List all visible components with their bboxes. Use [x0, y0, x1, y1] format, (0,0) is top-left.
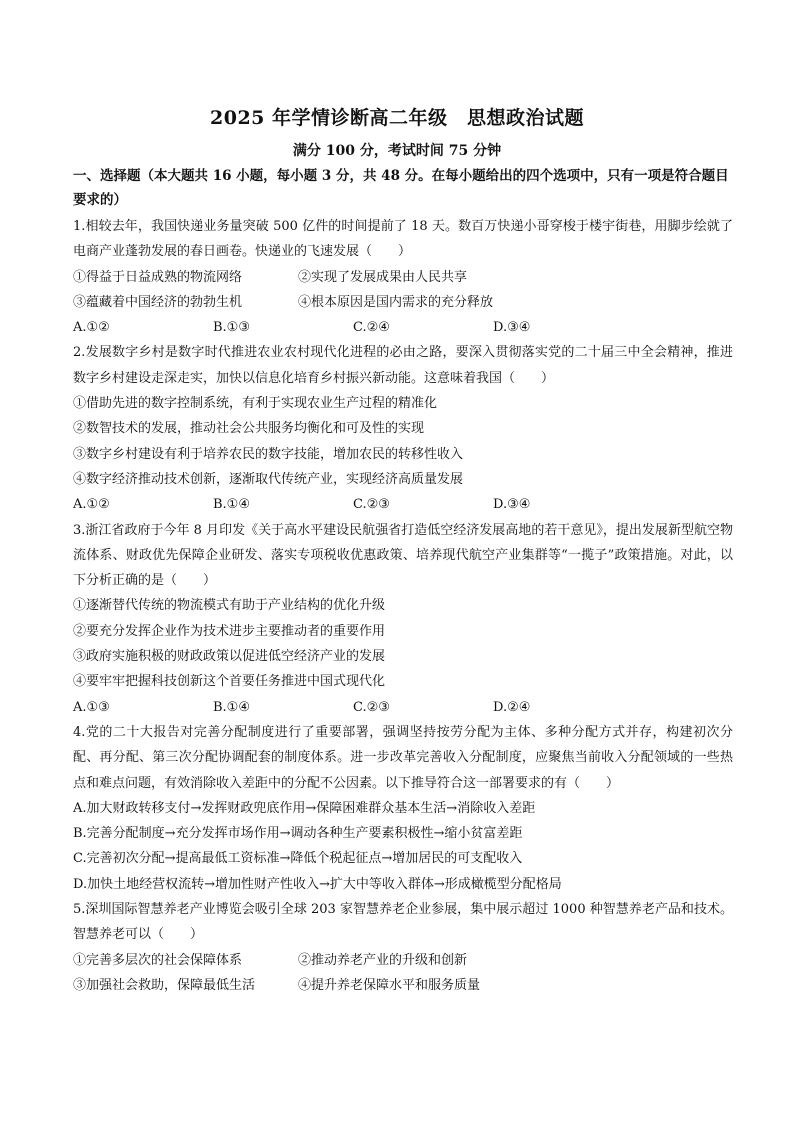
exam-info: 满分 100 分，考试时间 75 分钟 — [292, 143, 502, 159]
question-stem: 5.深圳国际智慧养老产业博览会吸引全球 203 家智慧养老企业参展，集中展示超过 1000 种智慧养老产品和技术。智慧养老可以（ ） — [73, 902, 733, 943]
statement: ③数字乡村建设有利于培养农民的数字技能，增加农民的转移性收入 — [73, 446, 464, 462]
question-stem: 1.相较去年，我国快递业务量突破 500 亿件的时间提前了 18 天。数百万快递小哥穿梭于楼宇街巷，用脚步绘就了电商产业蓬勃发展的春日画卷。快递业的飞速发展（ ） — [73, 219, 733, 260]
answer-choices — [73, 315, 733, 340]
choice-b: B.完善分配制度→充分发挥市场作用→调动各种生产要素积极性→缩小贫富差距 — [73, 826, 523, 842]
choice-d: D.加快土地经营权流转→增加性财产性收入→扩大中等收入群体→形成橄榄型分配格局 — [73, 876, 562, 892]
statement: ④数字经济推动技术创新，逐渐取代传统产业，实现经济高质量发展 — [73, 471, 464, 487]
choice-c: C.②③ — [353, 497, 390, 513]
statement-row — [73, 265, 733, 290]
statement: ④要牢牢把握科技创新这个首要任务推进中国式现代化 — [73, 674, 386, 690]
question-stem: 2.发展数字乡村是数字时代推进农业农村现代化进程的必由之路，要深入贯彻落实党的二十届三中全会精神，推进数字乡村建设走深走实，加快以信息化培育乡村振兴新动能。这意味着我国（ ） — [73, 345, 733, 386]
choice-a: A.①② — [73, 497, 110, 513]
statement: ③蕴藏着中国经济的勃勃生机 — [73, 294, 243, 310]
question-stem: 3.浙江省政府于今年 8 月印发《关于高水平建设民航强省打造低空经济发展高地的若干意见》，提出发展新型航空物流体系、财政优先保障企业研发、落实专项税收优惠政策、培养现代航空产业集群等“一揽子”政策措施。对此，以下分析正确的是（ ） — [73, 522, 733, 589]
statement: ①借助先进的数字控制系统，有利于实现农业生产过程的精准化 — [73, 396, 438, 412]
choice-d: D.③④ — [493, 320, 531, 336]
question-3 — [73, 518, 733, 720]
statement: ④根本原因是国内需求的充分释放 — [298, 294, 494, 310]
choice-c: C.完善初次分配→提高最低工资标准→降低个税起征点→增加居民的可支配收入 — [73, 851, 523, 867]
choice-a: A.加大财政转移支付→发挥财政兜底作用→保障困难群众基本生活→消除收入差距 — [73, 800, 536, 816]
question-stem: 4.党的二十大报告对完善分配制度进行了重要部署，强调坚持按劳分配为主体、多种分配方式并存，构建初次分配、再分配、第三次分配协调配套的制度体系。进一步改革完善收入分配制度，应聚焦当前收入分配领域的一些热点和难点问题，有效消除收入差距中的分配不公因素。以下推导符合这一部署要求的有（ ） — [73, 724, 733, 791]
statement: ①逐渐替代传统的物流模式有助于产业结构的优化升级 — [73, 598, 386, 614]
choice-b: B.①④ — [213, 497, 250, 513]
choice-d: D.③④ — [493, 497, 531, 513]
choice-c: C.②③ — [353, 699, 390, 715]
statement-row — [73, 948, 733, 973]
answer-choices — [73, 695, 733, 720]
question-4 — [73, 720, 733, 897]
answer-choices — [73, 492, 733, 517]
statement-row — [73, 290, 733, 315]
section-heading: 一、选择题（本大题共 16 小题，每小题 3 分，共 48 分。在每小题给出的四个选项中，只有一项是符合题目要求的） — [73, 168, 729, 208]
choice-b: B.①③ — [213, 320, 250, 336]
statement: ②数智技术的发展，推动社会公共服务均衡化和可及性的实现 — [73, 421, 425, 437]
statement: ①完善多层次的社会保障体系 — [73, 952, 243, 968]
question-5 — [73, 897, 733, 998]
question-1 — [73, 214, 733, 340]
choice-c: C.②④ — [353, 320, 390, 336]
statement-row — [73, 973, 733, 998]
statement: ②推动养老产业的升级和创新 — [298, 952, 468, 968]
statement: ④提升养老保障水平和服务质量 — [298, 977, 481, 993]
statement: ③加强社会救助，保障最低生活 — [73, 977, 256, 993]
statement: ①得益于日益成熟的物流网络 — [73, 269, 243, 285]
choice-a: A.①② — [73, 320, 110, 336]
statement: ③政府实施积极的财政政策以促进低空经济产业的发展 — [73, 649, 386, 665]
statement: ②要充分发挥企业作为技术进步主要推动者的重要作用 — [73, 623, 386, 639]
question-2 — [73, 340, 733, 517]
choice-b: B.①④ — [213, 699, 250, 715]
choice-d: D.②④ — [493, 699, 531, 715]
page-title: 2025 年学情诊断高二年级 思想政治试题 — [210, 107, 584, 129]
exam-content — [73, 164, 733, 998]
choice-a: A.①③ — [73, 699, 110, 715]
statement: ②实现了发展成果由人民共享 — [298, 269, 468, 285]
